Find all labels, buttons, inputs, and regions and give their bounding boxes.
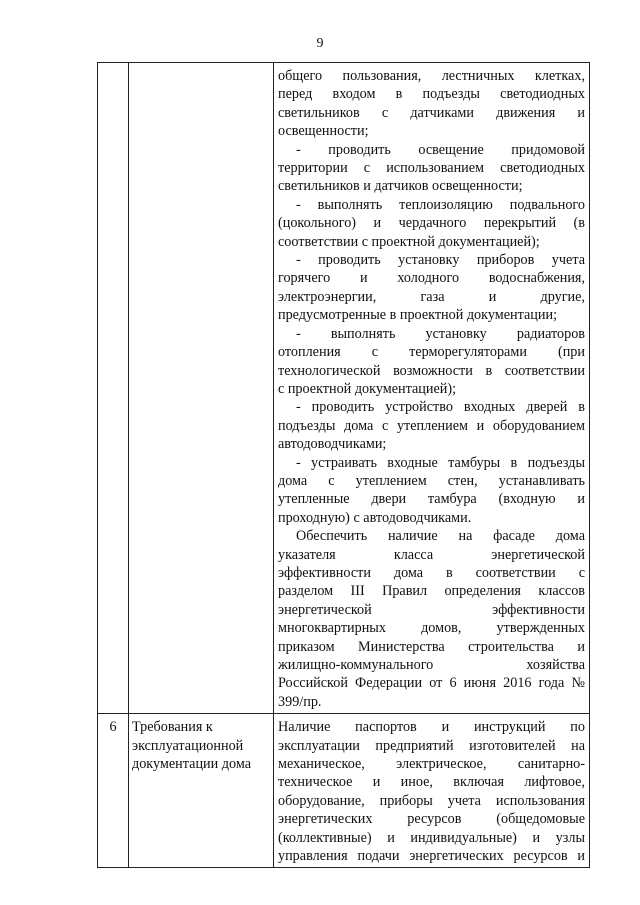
text-line: указателя класса энергетической bbox=[278, 546, 585, 563]
text-line: территории с использованием светодиодных bbox=[278, 160, 585, 177]
text-line: горячего и холодного водоснабжения, bbox=[278, 270, 585, 287]
text-line: - выполнять теплоизоляцию подвального bbox=[296, 196, 585, 213]
page-number: 9 bbox=[316, 36, 324, 51]
text-line: Наличие паспортов и инструкций по bbox=[278, 719, 585, 736]
table-row bbox=[98, 714, 590, 868]
text-line: энергетической эффективности bbox=[278, 601, 585, 618]
text-line: механическое, электрическое, санитарно- bbox=[278, 756, 585, 773]
text-line: с проектной документацией); bbox=[278, 380, 457, 397]
text-line: Российской Федерации от 6 июня 2016 года № bbox=[278, 675, 585, 692]
text-line: - проводить освещение придомовой bbox=[296, 141, 585, 158]
requirement-text-cell bbox=[274, 63, 590, 714]
text-line: общего пользования, лестничных клетках, bbox=[278, 68, 585, 84]
requirement-text-cell bbox=[274, 714, 590, 868]
text-line: освещенности; bbox=[278, 123, 369, 140]
requirements-table bbox=[97, 62, 590, 868]
text-line: многоквартирных домов, утвержденных bbox=[278, 620, 585, 637]
text-line: разделом III Правил определения классов bbox=[278, 583, 585, 600]
text-line: перед входом в подъезды светодиодных bbox=[278, 86, 585, 103]
text-line: светильников с датчиками движения и bbox=[278, 104, 585, 121]
text-line: приказом Министерства строительства и bbox=[278, 638, 585, 655]
requirement-title-cell: Требования к эксплуатационной документации дома bbox=[129, 714, 274, 868]
text-line: энергетических ресурсов (общедомовые bbox=[278, 811, 585, 828]
requirement-title-cell bbox=[129, 63, 274, 714]
requirement-text bbox=[278, 718, 585, 865]
row-number-cell bbox=[98, 63, 129, 714]
text-line: жилищно-коммунального хозяйства bbox=[278, 657, 585, 673]
text-line: дома с утеплением стен, устанавливать bbox=[278, 472, 585, 489]
text-line: проходную) с автодоводчиками. bbox=[278, 509, 472, 526]
text-line: Обеспечить наличие на фасаде дома bbox=[296, 528, 585, 545]
text-line: предусмотренные в проектной документации; bbox=[278, 307, 558, 324]
text-line: - устраивать входные тамбуры в подъезды bbox=[296, 454, 585, 471]
text-line: отопления с терморегуляторами (при bbox=[278, 344, 585, 361]
text-line: - выполнять установку радиаторов bbox=[296, 325, 585, 342]
text-line: эксплуатации предприятий изготовителей на bbox=[278, 737, 585, 754]
text-line: соответствии с проектной документацией); bbox=[278, 233, 540, 250]
text-line: - проводить устройство входных дверей в bbox=[296, 399, 585, 416]
requirement-text bbox=[278, 67, 585, 711]
text-line: техническое и иное, включая лифтовое, bbox=[278, 774, 585, 791]
text-line: электроэнергии, газа и другие, bbox=[278, 288, 585, 305]
row-number-cell: 6 bbox=[98, 714, 129, 868]
text-line: (коллективные) и индивидуальные) и узлы bbox=[278, 829, 585, 846]
text-line: эффективности дома в соответствии с bbox=[278, 564, 585, 581]
text-line: подъезды дома с утеплением и оборудованием bbox=[278, 417, 585, 434]
text-line: - проводить установку приборов учета bbox=[296, 252, 585, 269]
text-line: управления подачи энергетических ресурсов и bbox=[278, 848, 585, 865]
text-line: светильников и датчиков освещенности; bbox=[278, 178, 523, 195]
text-line: оборудование, приборы учета использования bbox=[278, 792, 585, 809]
text-line: технологической возможности в соответствии bbox=[278, 362, 585, 379]
text-line: автодоводчиками; bbox=[278, 436, 387, 453]
text-line: 399/пр. bbox=[278, 693, 322, 710]
text-line: утепленные двери тамбура (входную и bbox=[278, 491, 585, 508]
text-line: (цокольного) и чердачного перекрытий (в bbox=[278, 215, 585, 232]
table-row bbox=[98, 63, 590, 714]
